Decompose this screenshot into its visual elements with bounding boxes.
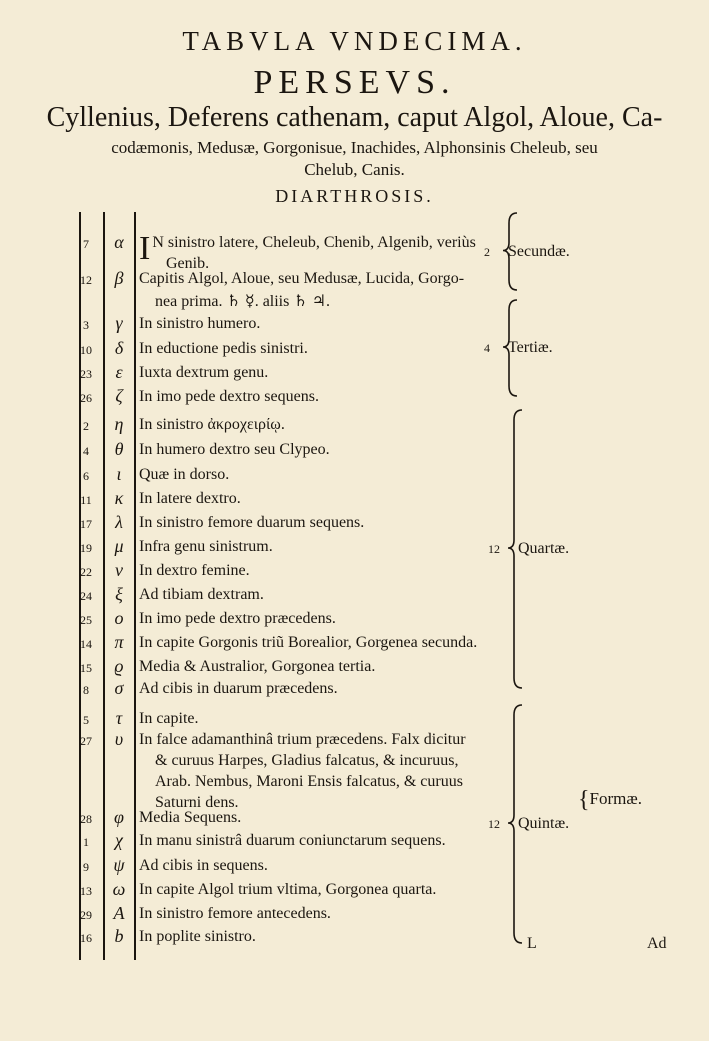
row-description: Genib. bbox=[166, 255, 210, 272]
row-description: Quæ in dorso. bbox=[139, 466, 230, 483]
row-number: 25 bbox=[80, 613, 92, 627]
group-count: 4 bbox=[484, 341, 490, 355]
row-description: Media Sequens. bbox=[139, 809, 242, 826]
row-letter: ω bbox=[112, 879, 126, 899]
row-letter: η bbox=[114, 414, 124, 434]
row-description: In humero dextro seu Clypeo. bbox=[139, 441, 330, 458]
row-number: 10 bbox=[80, 343, 92, 357]
group-label bbox=[488, 540, 569, 558]
row-number: 17 bbox=[80, 517, 92, 531]
row-letter: σ bbox=[114, 678, 124, 698]
row-letter: β bbox=[114, 268, 124, 288]
row-letter: ξ bbox=[115, 584, 123, 604]
row-text: N sinistro latere, Cheleub, Chenib, Algenib, veriùs bbox=[152, 234, 476, 251]
row-letter: ο bbox=[114, 608, 124, 628]
row-number: 23 bbox=[80, 367, 92, 381]
row-letter: ι bbox=[116, 464, 122, 484]
group-label bbox=[484, 243, 570, 261]
row-letter: α bbox=[114, 232, 124, 252]
row-letter: λ bbox=[115, 512, 123, 532]
group-count: 12 bbox=[488, 817, 500, 831]
row-number: 16 bbox=[80, 931, 92, 945]
row-description: In capite Algol trium vltima, Gorgonea quarta. bbox=[139, 881, 437, 898]
row-number: 6 bbox=[83, 469, 89, 483]
row-letter: υ bbox=[114, 729, 124, 749]
row-letter: θ bbox=[114, 439, 124, 459]
row-number: 2 bbox=[83, 419, 89, 433]
row-letter: μ bbox=[114, 536, 124, 556]
row-description: Saturni dens. bbox=[155, 794, 239, 811]
row-number: 15 bbox=[80, 661, 92, 675]
row-number: 29 bbox=[80, 908, 92, 922]
names-line-3: Chelub, Canis. bbox=[304, 160, 405, 179]
formae-label: {Formæ. bbox=[578, 787, 642, 813]
row-number: 8 bbox=[83, 683, 89, 697]
row-number: 19 bbox=[80, 541, 92, 555]
row-description: In sinistro ἀκροχειρίῳ. bbox=[139, 416, 285, 433]
column-rule-right bbox=[134, 212, 136, 960]
row-description: Ad cibis in duarum præcedens. bbox=[139, 680, 338, 697]
row-letter: ν bbox=[115, 560, 123, 580]
row-description: In eductione pedis sinistri. bbox=[139, 340, 308, 357]
row-number: 13 bbox=[80, 884, 92, 898]
row-number: 27 bbox=[80, 734, 92, 748]
initial-capital: I bbox=[139, 230, 151, 267]
catchword-left: L bbox=[527, 935, 537, 952]
row-description: Arab. Nembus, Maroni Ensis falcatus, & curuus bbox=[155, 773, 463, 790]
row-number: 11 bbox=[80, 493, 92, 507]
row-description: Capitis Algol, Aloue, seu Medusæ, Lucida, Gorgo- bbox=[139, 270, 465, 287]
group-count: 12 bbox=[488, 542, 500, 556]
row-description: In sinistro humero. bbox=[139, 315, 261, 332]
group-magnitude: Quartæ. bbox=[518, 540, 570, 557]
row-description: In capite. bbox=[139, 710, 199, 727]
row-description: In imo pede dextro præcedens. bbox=[139, 610, 336, 627]
row-letter: κ bbox=[114, 488, 124, 508]
row-letter: ε bbox=[115, 362, 123, 382]
row-number: 26 bbox=[80, 391, 92, 405]
row-letter: ϱ bbox=[114, 656, 124, 676]
row-letter: b bbox=[114, 926, 124, 946]
row-number: 14 bbox=[80, 637, 92, 651]
row-letter: δ bbox=[114, 338, 124, 358]
row-number: 9 bbox=[83, 860, 89, 874]
group-label bbox=[484, 339, 553, 357]
group-magnitude: Tertiæ. bbox=[508, 339, 553, 356]
catchword-right: Ad bbox=[647, 935, 667, 952]
row-number: 24 bbox=[80, 589, 92, 603]
row-number: 3 bbox=[83, 318, 89, 332]
row-number: 7 bbox=[83, 237, 89, 251]
row-description: In falce adamanthinâ trium præcedens. Falx dicitur bbox=[139, 731, 466, 748]
row-description: nea prima. ♄ ☿. aliis ♄ ♃. bbox=[155, 293, 331, 310]
names-line-1: Cyllenius, Deferens cathenam, caput Algol, Aloue, Ca- bbox=[46, 102, 663, 133]
row-description: In poplite sinistro. bbox=[139, 928, 256, 945]
row-letter: χ bbox=[115, 830, 123, 850]
section-heading: DIARTHROSIS. bbox=[275, 186, 434, 206]
row-description: In dextro femine. bbox=[139, 562, 250, 579]
row-description: & curuus Harpes, Gladius falcatus, & incuruus, bbox=[155, 752, 459, 769]
row-description: In imo pede dextro sequens. bbox=[139, 388, 319, 405]
row-description: In manu sinistrâ duarum coniunctarum sequens. bbox=[139, 832, 446, 849]
row-letter: ψ bbox=[113, 855, 125, 875]
row-letter: γ bbox=[115, 313, 123, 333]
row-description: Ad tibiam dextram. bbox=[139, 586, 264, 603]
row-number: 4 bbox=[83, 444, 89, 458]
row-letter: π bbox=[114, 632, 124, 652]
group-magnitude: Secundæ. bbox=[508, 242, 570, 260]
row-letter: τ bbox=[115, 708, 123, 728]
row-description: Ad cibis in sequens. bbox=[139, 857, 268, 874]
row-description: Iuxta dextrum genu. bbox=[139, 364, 269, 381]
row-letter: ζ bbox=[115, 386, 123, 406]
row-description: In latere dextro. bbox=[139, 490, 241, 507]
names-line-2: codæmonis, Medusæ, Gorgonisue, Inachides, Alphonsinis Cheleub, seu bbox=[111, 138, 598, 157]
row-number: 22 bbox=[80, 565, 92, 579]
table-title: TABVLA VNDECIMA. bbox=[182, 26, 527, 56]
row-number: 1 bbox=[83, 835, 89, 849]
row-description: In capite Gorgonis triũ Borealior, Gorgenea secunda. bbox=[139, 634, 478, 651]
group-count: 2 bbox=[484, 244, 490, 259]
row-description: In sinistro femore duarum sequens. bbox=[139, 514, 365, 531]
row-description: Infra genu sinistrum. bbox=[139, 538, 273, 555]
constellation-title: PERSEVS. bbox=[253, 64, 456, 101]
row-number: 12 bbox=[80, 273, 92, 287]
row-letter: A bbox=[113, 903, 125, 923]
row-description: In sinistro femore antecedens. bbox=[139, 905, 331, 922]
row-number: 5 bbox=[83, 713, 89, 727]
row-letter: φ bbox=[114, 807, 124, 827]
row-description: Media & Australior, Gorgonea tertia. bbox=[139, 658, 376, 675]
row-number: 28 bbox=[80, 812, 92, 826]
group-magnitude: Quintæ. bbox=[518, 815, 570, 832]
group-label bbox=[488, 815, 569, 833]
